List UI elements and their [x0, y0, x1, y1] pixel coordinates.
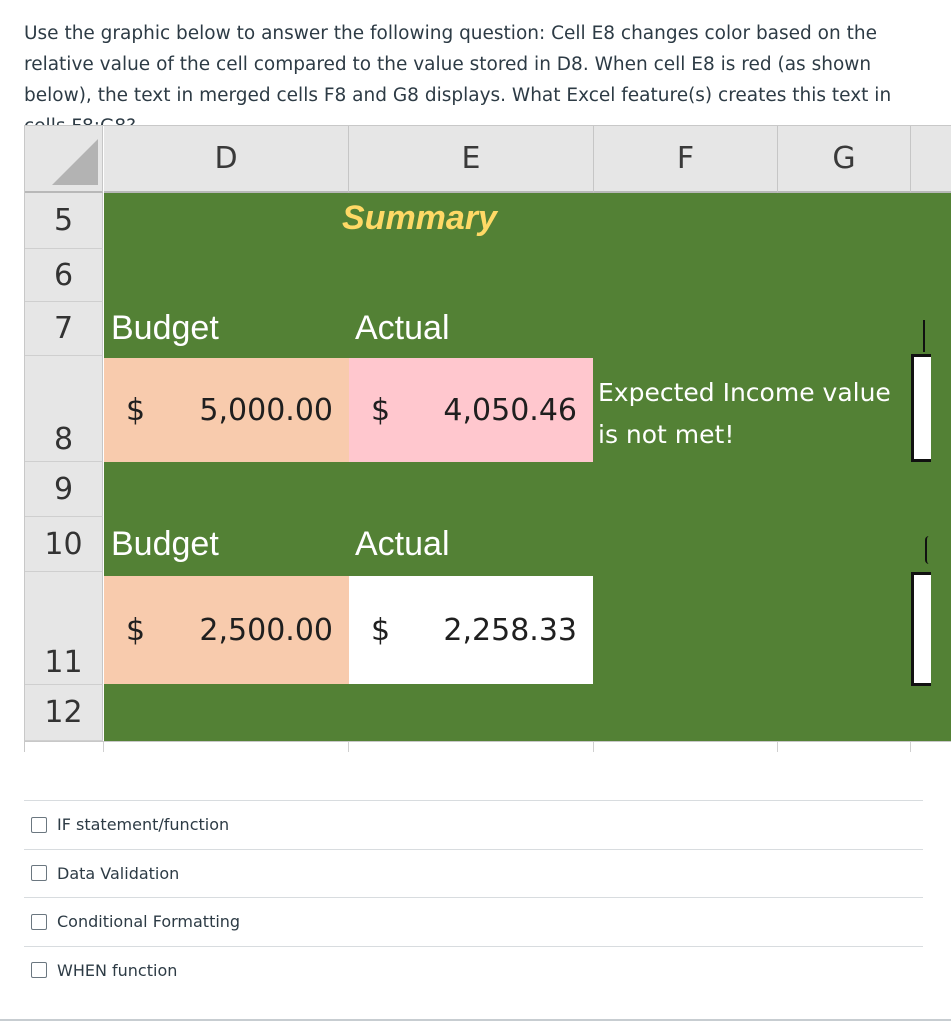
answer-options — [24, 800, 923, 994]
select-all-corner — [25, 126, 103, 193]
answer-option[interactable] — [24, 897, 923, 946]
amount: 4,050.46 — [443, 392, 577, 428]
sheet-row-13 — [25, 741, 951, 752]
cell-d8-budget-value — [104, 358, 349, 462]
row-header-11: 11 — [25, 572, 103, 685]
gridline — [777, 742, 778, 752]
gridline — [593, 742, 594, 752]
cell-e7-actual: Actual — [355, 309, 450, 347]
row-header-12: 12 — [25, 685, 103, 741]
checkbox[interactable] — [31, 817, 47, 833]
partial-bordered-cell — [911, 572, 931, 686]
question-text: Use the graphic below to answer the following question: Cell E8 changes color based on the relative value of the cell compared to the value stored in D8. When cell E8 is red (as shown below), the text in merged cells F8 and G8 displays. What Excel feature(s) creates this text in — [24, 23, 892, 106]
cell-e8-actual-value — [349, 358, 593, 462]
summary-title: Summary — [342, 199, 497, 237]
gridline — [348, 742, 349, 752]
partial-text-fragment — [925, 536, 929, 564]
currency-symbol: $ — [126, 392, 146, 428]
row-header-8: 8 — [25, 356, 103, 462]
answer-label[interactable]: WHEN function — [57, 960, 178, 980]
row-header-10: 10 — [25, 517, 103, 572]
cell-d7-budget: Budget — [111, 309, 219, 347]
row-header-9: 9 — [25, 462, 103, 517]
currency-symbol: $ — [371, 612, 391, 648]
checkbox[interactable] — [31, 865, 47, 881]
answer-option[interactable] — [24, 946, 923, 995]
spreadsheet-image — [24, 125, 951, 752]
column-header-e: E — [349, 126, 594, 193]
corner-triangle-icon — [52, 139, 98, 185]
amount: 2,258.33 — [443, 612, 577, 648]
row-header-6: 6 — [25, 249, 103, 302]
column-header-h — [911, 126, 951, 193]
checkbox[interactable] — [31, 962, 47, 978]
checkbox[interactable] — [31, 914, 47, 930]
gridline — [910, 742, 911, 752]
answer-label[interactable]: Data Validation — [57, 863, 180, 883]
column-header-d: D — [104, 126, 349, 193]
answer-option[interactable] — [24, 800, 923, 849]
amount: 2,500.00 — [199, 612, 333, 648]
partial-bordered-cell — [911, 354, 931, 462]
cell-f8-message-line2: is not met! — [598, 420, 735, 449]
cell-d10-budget: Budget — [111, 525, 219, 563]
cell-e10-actual: Actual — [355, 525, 450, 563]
gridline — [103, 742, 104, 752]
bottom-divider — [0, 1019, 951, 1021]
answer-label[interactable]: IF statement/function — [57, 815, 230, 835]
row-header-7: 7 — [25, 302, 103, 356]
answer-option[interactable] — [24, 849, 923, 898]
cell-f8-message-line1: Expected Income value — [598, 378, 891, 407]
currency-symbol: $ — [371, 392, 391, 428]
row-header-5: 5 — [25, 193, 103, 249]
currency-symbol: $ — [126, 612, 146, 648]
cell-d11-budget-value — [104, 576, 349, 684]
partial-text-fragment — [923, 320, 925, 352]
cell-e11-actual-value — [349, 576, 593, 684]
amount: 5,000.00 — [199, 392, 333, 428]
answer-label[interactable]: Conditional Formatting — [57, 912, 241, 932]
column-header-f: F — [594, 126, 778, 193]
column-header-g: G — [778, 126, 911, 193]
